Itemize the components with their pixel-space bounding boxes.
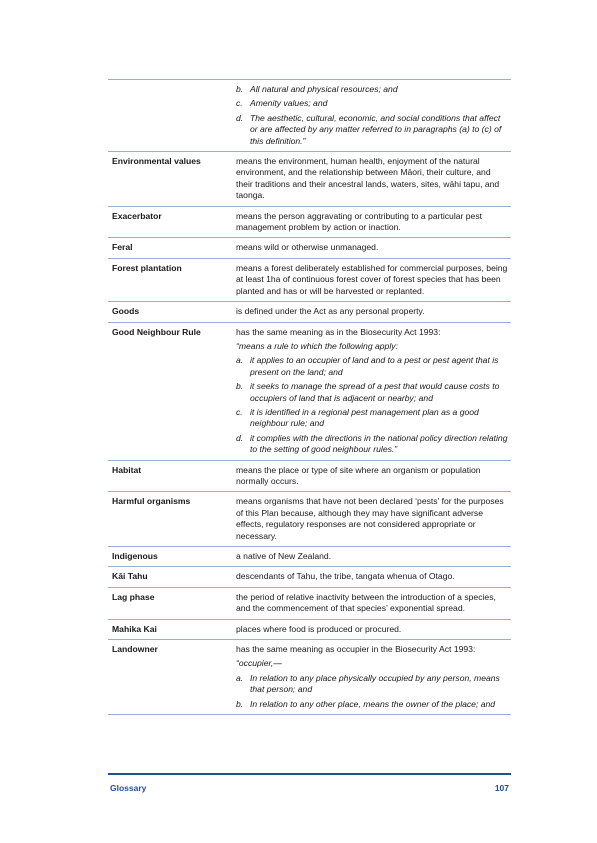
list-text: In relation to any other place, means the owner of the place; and bbox=[250, 698, 496, 709]
definition bbox=[236, 238, 511, 257]
definition bbox=[236, 640, 511, 714]
definition bbox=[236, 567, 511, 586]
definition-text: has the same meaning as occupier in the Biosecurity Act 1993: bbox=[236, 644, 476, 655]
glossary-row-goods bbox=[108, 301, 511, 321]
list-text: The aesthetic, cultural, economic, and social conditions that affect or are affected by any matter referred to in paragraphs (a) to (c) of this definition.” bbox=[250, 112, 502, 146]
list-item bbox=[236, 113, 509, 147]
list-text: Amenity values; and bbox=[250, 98, 328, 109]
list-item bbox=[236, 433, 509, 456]
footer-section-title: Glossary bbox=[110, 783, 147, 793]
term-empty bbox=[108, 80, 236, 151]
definition-text: the period of relative inactivity between the introduction of a species, and the commencement of that species’ exponential spread. bbox=[236, 591, 496, 614]
definition-text: places where food is produced or procured. bbox=[236, 623, 402, 634]
definition-text: means the person aggravating or contributing to a particular pest management problem by action or inaction. bbox=[236, 210, 483, 233]
list-marker: d. bbox=[236, 112, 244, 123]
list-marker: c. bbox=[236, 98, 243, 109]
glossary-row-landowner bbox=[108, 639, 511, 715]
definition bbox=[236, 588, 511, 619]
list-marker: b. bbox=[236, 84, 244, 94]
list-text: All natural and physical resources; and bbox=[250, 84, 398, 94]
definition bbox=[236, 547, 511, 566]
definition-text: a native of New Zealand. bbox=[236, 551, 332, 561]
glossary-row-indigenous bbox=[108, 546, 511, 566]
list-item bbox=[236, 381, 509, 404]
definition bbox=[236, 259, 511, 301]
term: Goods bbox=[112, 306, 140, 317]
glossary-row-continuation bbox=[108, 79, 511, 151]
glossary-row-habitat bbox=[108, 460, 511, 492]
definition bbox=[236, 152, 511, 206]
definition-text: descendants of Tahu, the tribe, tangata whenua of Otago. bbox=[236, 571, 455, 582]
list-item bbox=[236, 699, 509, 710]
list-item bbox=[236, 407, 509, 430]
term: Lag phase bbox=[112, 591, 155, 602]
page-number: 107 bbox=[494, 783, 509, 793]
definition-text: means the place or type of site where an organism or population normally occurs. bbox=[236, 464, 481, 486]
definition bbox=[236, 620, 511, 639]
term: Kāi Tahu bbox=[112, 571, 148, 582]
definition-list bbox=[236, 355, 509, 455]
list-text: it applies to an occupier of land and to a pest or pest agent that is present on the land; and bbox=[250, 355, 499, 377]
glossary-row-exacerbator bbox=[108, 206, 511, 238]
footer-rule bbox=[108, 773, 511, 775]
list-marker: b. bbox=[236, 698, 244, 709]
term: Exacerbator bbox=[112, 210, 162, 221]
term: Indigenous bbox=[112, 551, 158, 561]
definition-text: has the same meaning as in the Biosecurity Act 1993: bbox=[236, 326, 441, 337]
glossary-row-harmful-organisms bbox=[108, 491, 511, 546]
glossary-row-good-neighbour-rule bbox=[108, 322, 511, 460]
glossary-row-forest-plantation bbox=[108, 258, 511, 301]
term: Habitat bbox=[112, 464, 142, 475]
term: Feral bbox=[112, 242, 133, 253]
definition-text: means a forest deliberately established for commercial purposes, being at least 1ha of continuous forest cover of forest species that has been planted and has or will be harvested or replanted. bbox=[236, 262, 508, 296]
term: Environmental values bbox=[112, 156, 201, 167]
list-item bbox=[236, 673, 509, 696]
list-marker: c. bbox=[236, 406, 243, 417]
definition-continuation bbox=[236, 80, 511, 151]
glossary-row-mahika-kai bbox=[108, 619, 511, 639]
definition-text: means the environment, human health, enjoyment of the natural environment, and the relationship between Māori, their culture, and their traditions and their ancestral lands, waters, sites, wāhi tapu, and taonga. bbox=[236, 156, 500, 201]
definition-text: is defined under the Act as any personal property. bbox=[236, 306, 425, 317]
list-marker: a. bbox=[236, 672, 244, 683]
term: Landowner bbox=[112, 644, 158, 655]
definition-text: means wild or otherwise unmanaged. bbox=[236, 242, 379, 253]
definition bbox=[236, 461, 511, 492]
list-text: it seeks to manage the spread of a pest that would cause costs to occupiers of land that is adjacent or nearby; and bbox=[250, 381, 500, 403]
term: Forest plantation bbox=[112, 262, 182, 273]
glossary-row-feral bbox=[108, 237, 511, 257]
definition bbox=[236, 492, 511, 546]
definition-text: means organisms that have not been declared ‘pests’ for the purposes of this Plan because, although they may have significant adverse effects, regulatory responses are not considered appropriate or necessary. bbox=[236, 496, 504, 541]
list-item bbox=[236, 355, 509, 378]
list-text: it is identified in a regional pest management plan as a good neighbour rule; and bbox=[250, 406, 479, 429]
definition-list bbox=[236, 673, 509, 710]
definition bbox=[236, 302, 511, 321]
definition bbox=[236, 323, 511, 460]
list-marker: b. bbox=[236, 381, 244, 392]
term: Mahika Kai bbox=[112, 623, 157, 634]
list-item bbox=[236, 98, 509, 109]
list-item bbox=[236, 84, 509, 95]
definition-quote: “means a rule to which the following apply: bbox=[236, 340, 398, 351]
term: Harmful organisms bbox=[112, 496, 191, 507]
term: Good Neighbour Rule bbox=[112, 326, 201, 337]
list-text: it complies with the directions in the national policy direction relating to the setting of good neighbour rules.” bbox=[250, 432, 508, 455]
glossary-table bbox=[108, 79, 511, 715]
glossary-row-lag-phase bbox=[108, 587, 511, 619]
list-marker: d. bbox=[236, 432, 244, 443]
list-text: In relation to any place physically occupied by any person, means that person; and bbox=[250, 672, 500, 695]
list-marker: a. bbox=[236, 355, 244, 366]
definition-quote: “occupier,— bbox=[236, 658, 282, 669]
definition bbox=[236, 207, 511, 238]
glossary-row-kai-tahu bbox=[108, 566, 511, 586]
glossary-row-environmental-values bbox=[108, 151, 511, 206]
continuation-list bbox=[236, 84, 509, 147]
